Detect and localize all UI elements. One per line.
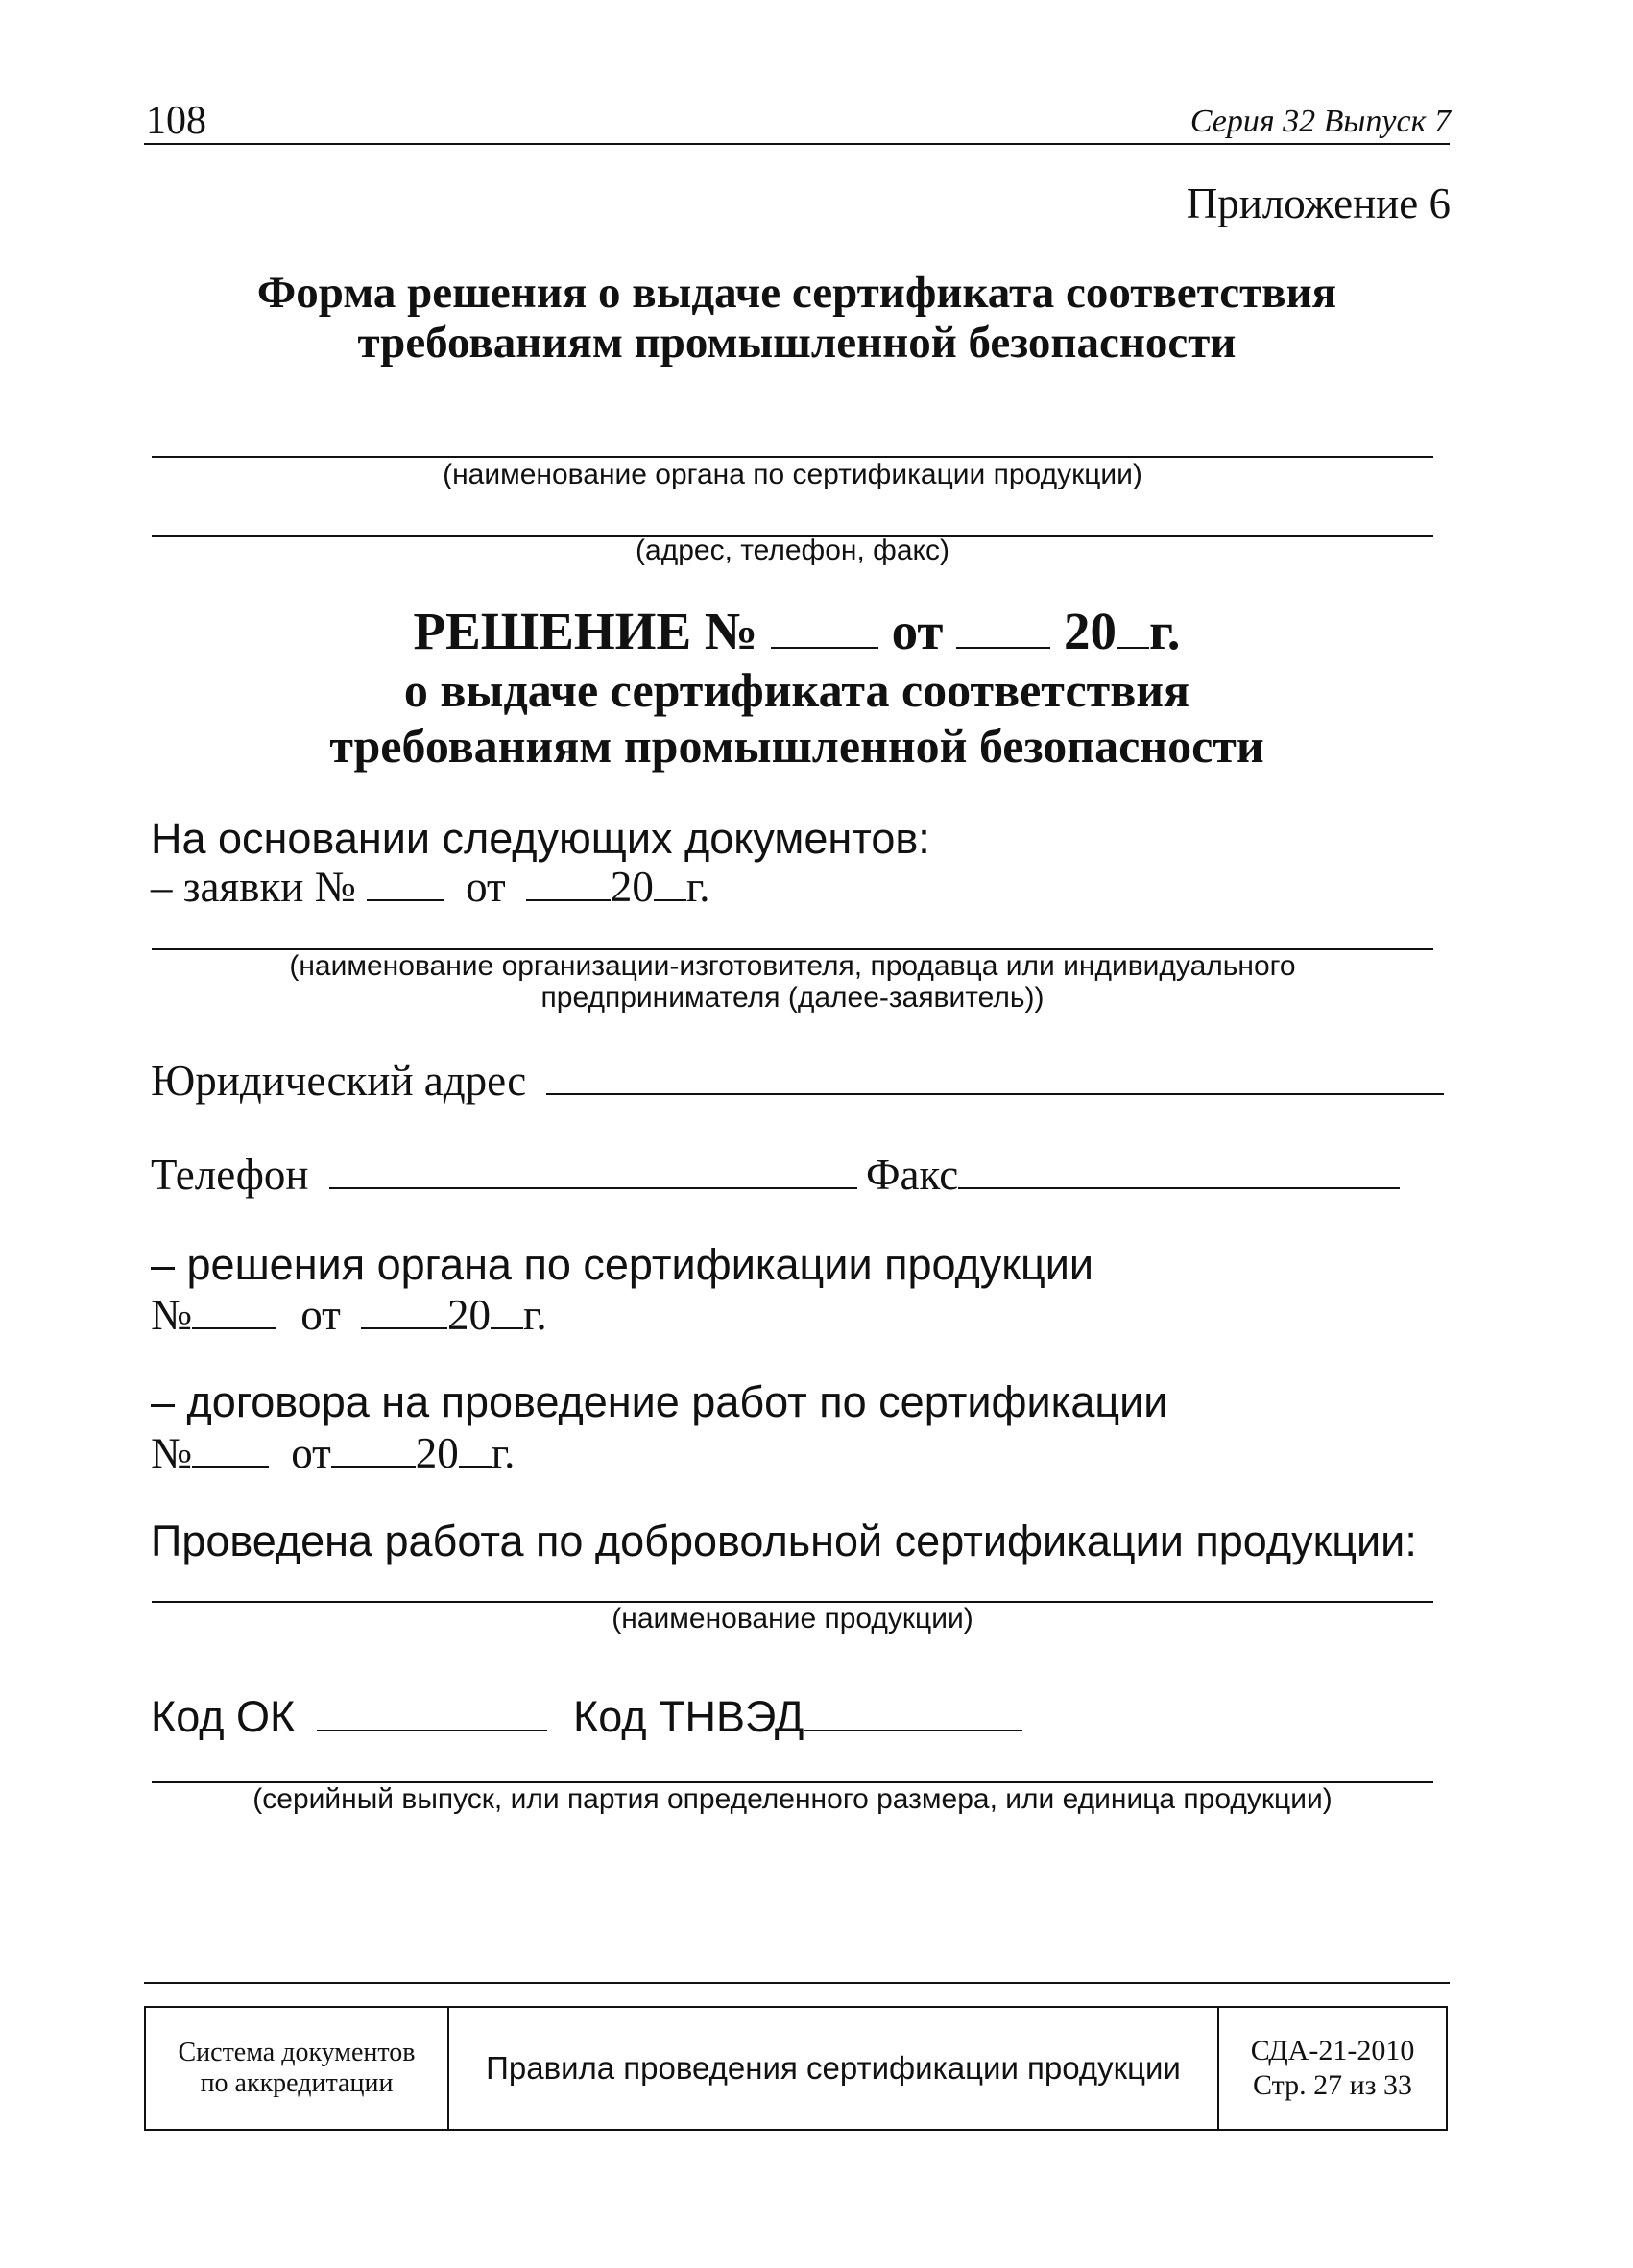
application-prefix: – заявки № [151, 863, 356, 911]
form-title-line1: Форма решения о выдаче сертификата соответствия [256, 268, 1337, 318]
application-from: от [466, 863, 506, 911]
organ-decision-no: № [151, 1291, 192, 1339]
code-tnved-blank [804, 1695, 1022, 1731]
address-caption: (адрес, телефон, факс) [636, 535, 949, 566]
organ-name-line [152, 456, 1433, 458]
organ-decision-date-blank [361, 1293, 447, 1329]
fax-blank [958, 1153, 1400, 1189]
decision-title-line3: требованиям промышленной безопасности [329, 719, 1264, 773]
basis-intro: На основании следующих документов: [151, 814, 930, 863]
work-done-label: Проведена работа по добровольной сертификации продукции: [151, 1516, 1417, 1565]
code-ok-blank [317, 1695, 547, 1731]
contract-year: 20 [415, 1429, 459, 1477]
product-name-caption: (наименование продукции) [612, 1603, 973, 1635]
decision-number-blank [771, 605, 878, 649]
appendix-label: Приложение 6 [1186, 179, 1451, 227]
application-year: 20 [610, 863, 654, 911]
footer-left-line1: Система документов [178, 2038, 416, 2067]
organ-decision-line1: – решения органа по сертификации продукции [151, 1240, 1094, 1289]
footer-left-line2: по аккредитации [200, 2068, 394, 2098]
fax-row [866, 1150, 1400, 1200]
organ-decision-from: от [300, 1291, 341, 1339]
header-rule [144, 143, 1450, 145]
decision-title-line2: о выдаче сертификата соответствия [403, 663, 1190, 717]
decision-title [0, 601, 1594, 661]
fax-label: Факс [866, 1151, 959, 1199]
basis-application [151, 862, 710, 912]
organ-name-caption: (наименование органа по сертификации продукции) [443, 459, 1142, 490]
footer-right-cell [1218, 2007, 1447, 2130]
organ-decision-line2 [151, 1290, 547, 1340]
footer-table [144, 2006, 1448, 2131]
organ-decision-year-suffix: г. [523, 1291, 547, 1339]
phone-label: Телефон [151, 1151, 309, 1199]
contract-line2 [151, 1428, 515, 1478]
legal-address-label: Юридический адрес [151, 1057, 527, 1105]
contract-no: № [151, 1429, 192, 1477]
decision-year: 20 [1063, 602, 1117, 660]
decision-from: от [891, 602, 944, 660]
contract-number-blank [192, 1431, 269, 1468]
contract-from: от [291, 1429, 331, 1477]
footer-rule [144, 1982, 1450, 1984]
phone-blank [329, 1153, 857, 1189]
footer-left-cell [145, 2007, 448, 2130]
code-tnved-row [573, 1692, 1022, 1742]
page-number: 108 [146, 99, 206, 143]
phone-row [151, 1150, 857, 1200]
contract-line1: – договора на проведение работ по сертификации [151, 1377, 1168, 1426]
decision-year-suffix: г. [1148, 602, 1181, 660]
organ-decision-number-blank [192, 1293, 276, 1329]
legal-address-row [151, 1056, 1444, 1106]
decision-no-label: РЕШЕНИЕ № [413, 602, 758, 660]
footer-center-cell [448, 2007, 1218, 2130]
code-tnved-label: Код ТНВЭД [573, 1692, 804, 1741]
footer-right-line1: СДА-21-2010 [1250, 2035, 1415, 2066]
applicant-caption-line2: предпринимателя (далее-заявитель)) [540, 982, 1045, 1014]
code-ok-row [151, 1692, 547, 1742]
decision-date-blank [956, 605, 1050, 649]
contract-year-suffix: г. [491, 1429, 516, 1477]
legal-address-blank [546, 1059, 1444, 1095]
application-year-blank [654, 865, 686, 901]
code-ok-label: Код ОК [151, 1692, 296, 1741]
series-label: Серия 32 Выпуск 7 [1189, 104, 1451, 139]
batch-caption: (серийный выпуск, или партия определенного размера, или единица продукции) [252, 1783, 1333, 1815]
organ-decision-year: 20 [447, 1291, 492, 1339]
application-date-blank [526, 865, 611, 901]
footer-center-text: Правила проведения сертификации продукции [486, 2050, 1181, 2086]
decision-year-blank [1117, 605, 1149, 649]
application-number-blank [367, 865, 444, 901]
contract-date-blank [331, 1431, 416, 1468]
organ-decision-year-blank [491, 1293, 523, 1329]
applicant-caption-line1: (наименование организации-изготовителя, продавца или индивидуального [289, 950, 1296, 982]
contract-year-blank [459, 1431, 492, 1468]
form-title-line2: требованиям промышленной безопасности [357, 318, 1237, 368]
application-year-suffix: г. [685, 863, 710, 911]
footer-right-line2: Стр. 27 из 33 [1253, 2069, 1412, 2101]
